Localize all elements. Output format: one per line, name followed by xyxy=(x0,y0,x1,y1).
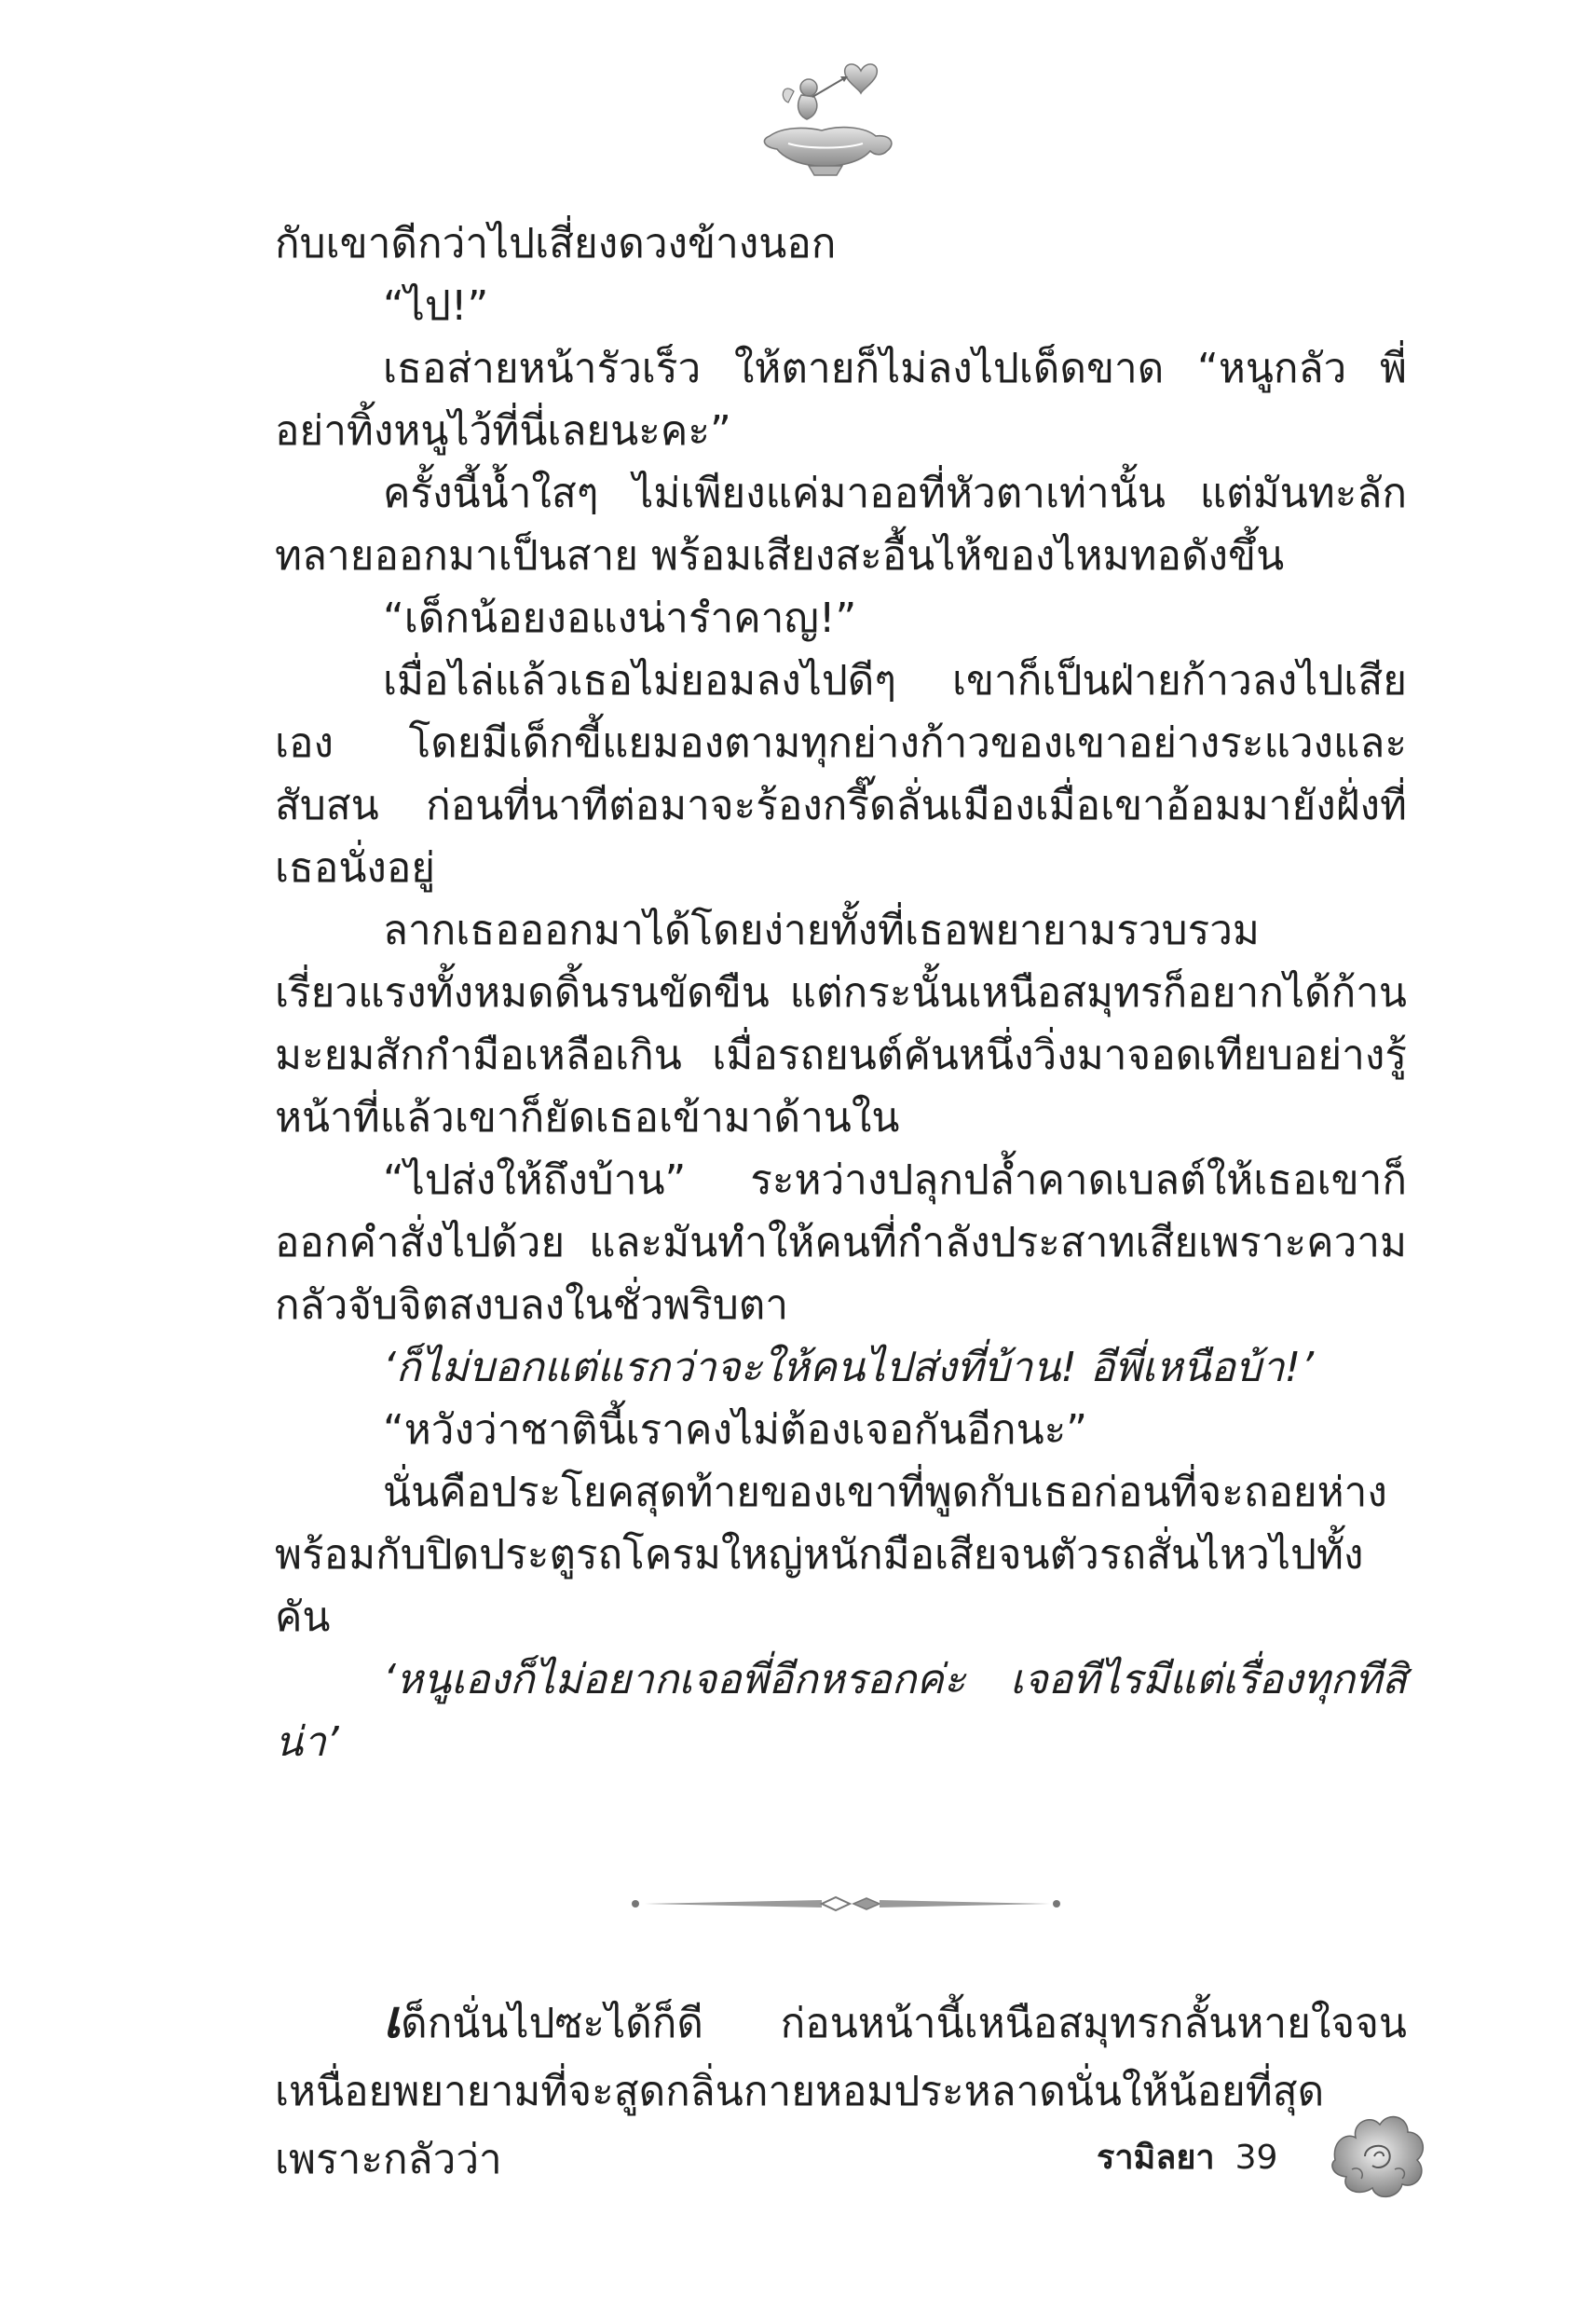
paragraph: เธอส่ายหน้ารัวเร็ว ให้ตายก็ไม่ลงไปเด็ดขาด “หนูกลัว พี่อย่าทิ้งหนูไว้ที่นี่เลยนะคะ” xyxy=(275,345,1407,455)
paragraph: “ไปส่งให้ถึงบ้าน” ระหว่างปลุกปล้ำคาดเบลต์ให้เธอเขาก็ออกคำสั่งไปด้วย และมันทำให้คนที่กำลังประสาทเสียเพราะความกลัวจับจิตสงบลงในชั่วพริบตา xyxy=(275,1156,1407,1329)
paragraph: “หวังว่าชาตินี้เราคงไม่ต้องเจอกันอีกนะ” xyxy=(383,1406,1088,1454)
paragraph: เมื่อไล่แล้วเธอไม่ยอมลงไปดีๆ เขาก็เป็นฝ่ายก้าวลงไปเสียเอง โดยมีเด็กขี้แยมองตามทุกย่างก้าวของเขาอย่างระแวงและสับสน ก่อนที่นาทีต่อมาจะร้องกรี๊ดลั่นเมืองเมื่อเขาอ้อมมายังฝั่งที่เธอนั่งอยู่ xyxy=(275,657,1407,892)
rose-icon xyxy=(1328,2104,1430,2207)
main-text xyxy=(275,212,1407,1773)
drop-cap: เ xyxy=(383,1989,402,2050)
paragraph: นั่นคือประโยคสุดท้ายของเขาที่พูดกับเธอก่อนที่จะถอยห่างพร้อมกับปิดประตูรถโครมใหญ่หนักมือเสียจนตัวรถสั่นไหวไปทั้งคัน xyxy=(275,1469,1387,1641)
italic-thought: ‘ก็ไม่บอกแต่แรกว่าจะให้คนไปส่งที่บ้าน! อีพี่เหนือบ้า!’ xyxy=(383,1344,1315,1391)
paragraph: ลากเธอออกมาได้โดยง่ายทั้งที่เธอพยายามรวบรวมเรี่ยวแรงทั้งหมดดิ้นรนขัดขืน แต่กระนั้นเหนือสมุทรก็อยากได้ก้านมะยมสักกำมือเหลือเกิน เมื่อรถยนต์คันหนึ่งวิ่งมาจอดเทียบอย่างรู้หน้าที่แล้วเขาก็ยัดเธอเข้ามาด้านใน xyxy=(275,907,1407,1142)
section-text: ด็กนั่นไปซะได้ก็ดี ก่อนหน้านี้เหนือสมุทรกลั้นหายใจจนเหนื่อยพยายามที่จะสูดกลิ่นกายหอมประหลาดนั่นให้น้อยที่สุด เพราะกลัวว่า xyxy=(275,2000,1407,2183)
ornamental-divider xyxy=(626,1890,1064,1918)
paragraph: ครั้งนี้น้ำใสๆ ไม่เพียงแค่มาออที่หัวตาเท่านั้น แต่มันทะลักทลายออกมาเป็นสาย พร้อมเสียงสะอื้นไห้ของไหมทอดังขึ้น xyxy=(275,470,1407,580)
paragraph: “เด็กน้อยงอแงน่ารำคาญ!” xyxy=(383,595,857,642)
italic-thought: ‘หนูเองก็ไม่อยากเจอพี่อีกหรอกค่ะ เจอทีไรมีแต่เรื่องทุกทีสิน่า’ xyxy=(275,1656,1407,1766)
book-title: รามิลยา xyxy=(1097,2139,1215,2177)
cupid-teapot-icon xyxy=(751,58,900,179)
page-number: 39 xyxy=(1235,2139,1278,2177)
paragraph: กับเขาดีกว่าไปเสี่ยงดวงข้างนอก xyxy=(275,220,837,267)
paragraph: “ไป!” xyxy=(383,282,489,330)
page-footer xyxy=(1097,2135,1277,2181)
